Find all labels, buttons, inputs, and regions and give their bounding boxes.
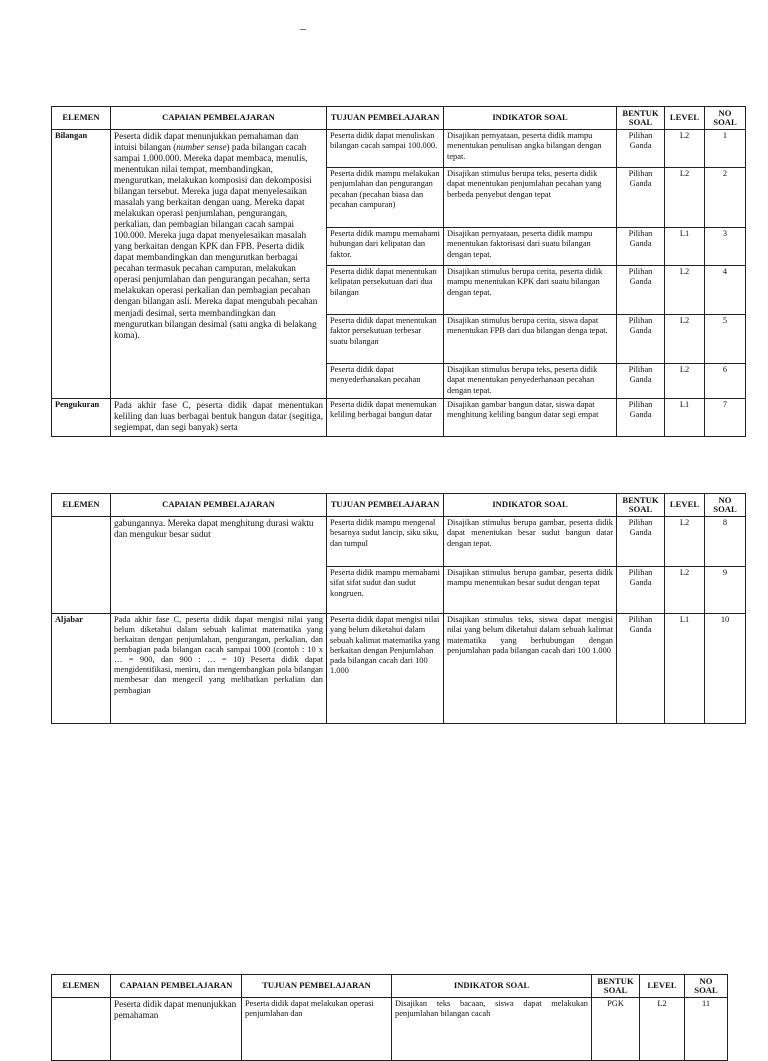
header-no: NO SOAL — [705, 494, 746, 517]
level-cell: L2 — [665, 130, 705, 168]
tujuan-cell: Peserta didik mampu mengenal besarnya sudut lancip, siku siku, dan tumpul — [327, 517, 444, 567]
no-cell: 7 — [705, 399, 746, 437]
level-cell: L2 — [665, 266, 705, 315]
bentuk-cell: Pilihan Ganda — [617, 614, 665, 724]
bentuk-cell: Pilihan Ganda — [617, 315, 665, 364]
tujuan-cell: Peserta didik dapat menyederhanakan pecahan — [327, 364, 444, 399]
indikator-cell: Disajikan pernyataan, peserta didik mampu menentukan penulisan angka bilangan dengan tepat. — [444, 130, 617, 168]
tujuan-cell: Peserta didik dapat melakukan operasi penjumlahan dan — [242, 998, 392, 1061]
header-no: NO SOAL — [705, 107, 746, 130]
level-cell: L1 — [665, 399, 705, 437]
header-level: LEVEL — [640, 975, 685, 998]
capaian-italic-term: number sense — [176, 142, 227, 153]
header-level: LEVEL — [665, 494, 705, 517]
tujuan-cell: Peserta didik dapat menemukan keliling berbagai bangun datar — [327, 399, 444, 437]
elemen-cell: Aljabar — [52, 614, 111, 724]
header-elemen: ELEMEN — [52, 494, 111, 517]
no-cell: 2 — [705, 168, 746, 228]
header-tujuan: TUJUAN PEMBELAJARAN — [327, 494, 444, 517]
table-row — [52, 517, 746, 567]
header-tujuan: TUJUAN PEMBELAJARAN — [242, 975, 392, 998]
level-cell: L1 — [665, 228, 705, 266]
top-dash-mark: – — [300, 21, 306, 35]
header-row — [52, 494, 746, 517]
tujuan-cell: Peserta didik dapat menentukan faktor persekutuan terbesar suatu bilangan — [327, 315, 444, 364]
header-elemen: ELEMEN — [52, 975, 111, 998]
indikator-cell: Disajikan stimulus berupa gambar, peserta didik mampu menentukan besar sudut dengan tepat — [444, 567, 617, 614]
bentuk-cell: Pilihan Ganda — [617, 228, 665, 266]
bentuk-cell: Pilihan Ganda — [617, 399, 665, 437]
tujuan-cell: Peserta didik dapat menentukan kelipatan persekutuan dari dua bilangan — [327, 266, 444, 315]
tujuan-cell: Peserta didik mampu memahami sifat sifat sudut dan sudut kongruen. — [327, 567, 444, 614]
level-cell: L2 — [665, 567, 705, 614]
table-row — [52, 998, 728, 1061]
header-elemen: ELEMEN — [52, 107, 111, 130]
bentuk-cell: Pilihan Ganda — [617, 266, 665, 315]
no-cell: 6 — [705, 364, 746, 399]
elemen-cell — [52, 998, 111, 1061]
capaian-cell: Peserta didik dapat menunjukkan pemahaman — [111, 998, 242, 1061]
level-cell: L2 — [665, 168, 705, 228]
header-indikator: INDIKATOR SOAL — [392, 975, 592, 998]
indikator-cell: Disajikan stimulus berupa cerita, siswa dapat menentukan FPB dari dua bilangan denga tepat. — [444, 315, 617, 364]
header-level: LEVEL — [665, 107, 705, 130]
header-bentuk: BENTUK SOAL — [617, 107, 665, 130]
no-cell: 9 — [705, 567, 746, 614]
header-bentuk: BENTUK SOAL — [592, 975, 640, 998]
indikator-cell: Disajikan stimulus berupa teks, peserta didik dapat menentukan penjumlahan pecahan yang berbeda penyebut dengan tepat — [444, 168, 617, 228]
tujuan-cell: Peserta didik dapat mengisi nilai yang belum diketahui dalam sebuah kalimat matematika yang berkaitan dengan Penjumlahan pada bilangan cacah dari 100 1.000 — [327, 614, 444, 724]
no-cell: 4 — [705, 266, 746, 315]
no-cell: 11 — [685, 998, 728, 1061]
no-cell: 8 — [705, 517, 746, 567]
level-cell: L2 — [665, 315, 705, 364]
no-cell: 1 — [705, 130, 746, 168]
indikator-cell: Disajikan gambar bangun datar, siswa dapat menghitung keliling bangun datar segi empat — [444, 399, 617, 437]
bentuk-cell: Pilihan Ganda — [617, 364, 665, 399]
capaian-cell — [111, 130, 327, 399]
capaian-cell: gabungannya. Mereka dapat menghitung durasi waktu dan mengukur besar sudut — [111, 517, 327, 614]
indikator-cell: Disajikan stimulus berupa cerita, peserta didik mampu menentukan KPK dari suatu bilangan dengan tepat. — [444, 266, 617, 315]
elemen-cell: Bilangan — [52, 130, 111, 399]
header-bentuk: BENTUK SOAL — [617, 494, 665, 517]
bentuk-cell: Pilihan Ganda — [617, 130, 665, 168]
header-indikator: INDIKATOR SOAL — [444, 107, 617, 130]
bentuk-cell: Pilihan Ganda — [617, 567, 665, 614]
header-indikator: INDIKATOR SOAL — [444, 494, 617, 517]
capaian-text: Peserta didik dapat menunjukkan pemahaman dan intuisi bilangan ( — [114, 131, 299, 153]
header-capaian: CAPAIAN PEMBELAJARAN — [111, 107, 327, 130]
kisi-kisi-table-2 — [51, 493, 746, 724]
kisi-kisi-table-3 — [51, 974, 728, 1061]
bentuk-cell: PGK — [592, 998, 640, 1061]
indikator-cell: Disajikan teks bacaan, siswa dapat melakukan penjumlahan bilangan cacah — [392, 998, 592, 1061]
level-cell: L2 — [665, 517, 705, 567]
indikator-cell: Disajikan stimulus berupa teks, peserta didik dapat menentukan penyederhanaan pecahan dengan tepat. — [444, 364, 617, 399]
indikator-cell: Disajikan stimulus teks, siswa dapat mengisi nilai yang belum diketahui dalam sebuah kalimat matematika yang berhubungan dengan penjumlahan pada bilangan cacah dari 100 1.000 — [444, 614, 617, 724]
capaian-cell: Pada akhir fase C, peserta didik dapat mengisi nilai yang belum diketahui dalam sebuah kalimat matematika yang berkaitan dengan penjumlahan, pengurangan, perkalian, dan pembagian pada bilangan cacah sampai 1000 (contoh : 10 x … = 900, dan 900 : … = 10) Peserta didik dapat mengidentifikasi, meniru, dan mengembangkan pola bilangan membesar dan mengecil yang melibatkan perkalian dan pembagian — [111, 614, 327, 724]
table-row — [52, 130, 746, 168]
level-cell: L2 — [640, 998, 685, 1061]
table-row — [52, 399, 746, 437]
no-cell: 3 — [705, 228, 746, 266]
tujuan-cell: Peserta didik dapat menuliskan bilangan cacah sampai 100.000. — [327, 130, 444, 168]
indikator-cell: Disajikan pernyataan, peserta didik mampu menentukan faktorisasi dari suatu bilangan dengan tepat. — [444, 228, 617, 266]
header-capaian: CAPAIAN PEMBELAJARAN — [111, 494, 327, 517]
kisi-kisi-table-1 — [51, 106, 746, 437]
capaian-cell: Pada akhir fase C, peserta didik dapat menentukan keliling dan luas berbagai bentuk bangun datar (segitiga, segiempat, dan segi banyak) serta — [111, 399, 327, 437]
header-row — [52, 975, 728, 998]
capaian-text-cont: ) pada bilangan cacah sampai 1.000.000. Mereka dapat membaca, menulis, menentukan nilai tempat, membandingkan, mengurutkan, melakukan komposisi dan dekomposisi bilangan tersebut. Mereka juga dapat menyelesaikan masalah yang berkaitan dengan uang. Mereka dapat melakukan operasi penjumlahan, pengurangan, perkalian, dan pembagian bilangan cacah sampai 100.000. Mereka juga dapat menyelesaikan masalah yang berkaitan dengan KPK dan FPB. Peserta didik dapat membandingkan dan mengurutkan berbagai pecahan termasuk pecahan campuran, melakukan operasi penjumlahan dan pengurangan pecahan, serta melakukan operasi perkalian dan pembagian pecahan dengan bilangan asli. Mereka dapat mengubah pecahan menjadi desimal, serta membandingkan dan mengurutkan bilangan desimal (satu angka di belakang koma). — [114, 142, 318, 340]
no-cell: 5 — [705, 315, 746, 364]
elemen-cell — [52, 517, 111, 614]
table-row — [52, 614, 746, 724]
header-row — [52, 107, 746, 130]
header-tujuan: TUJUAN PEMBELAJARAN — [327, 107, 444, 130]
no-cell: 10 — [705, 614, 746, 724]
elemen-cell: Pengukuran — [52, 399, 111, 437]
tujuan-cell: Peserta didik mampu melakukan penjumlahan dan pengurangan pecahan (pecahan biasa dan pecahan campuran) — [327, 168, 444, 228]
header-no: NO SOAL — [685, 975, 728, 998]
bentuk-cell: Pilihan Ganda — [617, 517, 665, 567]
tujuan-cell: Peserta didik mampu memahami hubungan dari kelipatan dan faktor. — [327, 228, 444, 266]
level-cell: L2 — [665, 364, 705, 399]
indikator-cell: Disajikan stimulus berupa gambar, peserta didik dapat menentukan besar sudut bangun datar dengan tepat. — [444, 517, 617, 567]
header-capaian: CAPAIAN PEMBELAJARAN — [111, 975, 242, 998]
level-cell: L1 — [665, 614, 705, 724]
bentuk-cell: Pilihan Ganda — [617, 168, 665, 228]
